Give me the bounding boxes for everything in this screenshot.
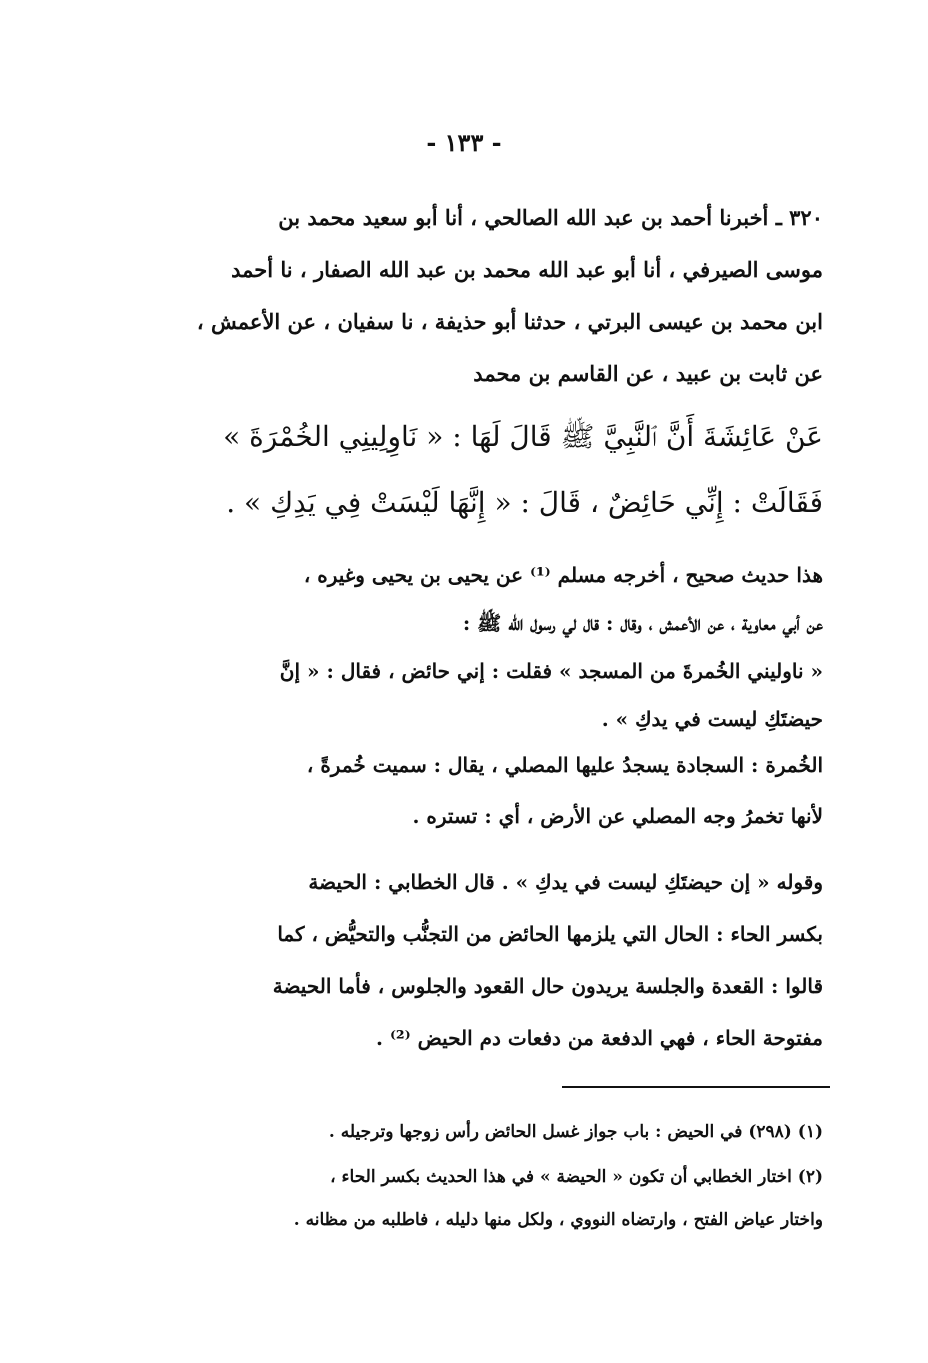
- isnad-chain: [178, 192, 823, 400]
- gloss-line: الخُمرة : السجادة يسجدُ عليها المصلي ، يقال : سميت خُمرةً ،: [306, 753, 823, 777]
- khattabi-line: قالوا : القعدة والجلسة يريدون حال القعود والجلوس ، فأما الحيضة: [272, 974, 823, 998]
- hadith-line: فَقَالَتْ : إِنِّي حَائِضٌ ، قَالَ : « إِنَّهَا لَيْسَتْ فِي يَدِكِ » .: [226, 486, 823, 519]
- commentary-line: « ناوليني الخُمرةَ من المسجد » فقلت : إني حائض ، فقال : « إنَّ: [279, 659, 823, 683]
- commentary-line: حيضتَكِ ليست في يدكِ » .: [601, 707, 823, 731]
- khattabi-line: مفتوحة الحاء ، فهي الدفعة من دفعات دم الحيض ⁽²⁾ .: [376, 1026, 823, 1050]
- commentary-paragraph: [178, 551, 823, 743]
- gloss-paragraph: [178, 740, 823, 842]
- footnote-divider: [562, 1086, 830, 1088]
- khattabi-line: وقوله « إن حيضتَكِ ليست في يدكِ » . قال الخطابي : الحيضة: [308, 870, 823, 894]
- footnote-1: (١) (٢٩٨) في الحيض : باب جواز غسل الحائض رأس زوجها وترجيله .: [328, 1122, 823, 1142]
- footnote-2: (٢) اختار الخطابي أن تكون « الحيضة » في هذا الحديث بكسر الحاء ،: [330, 1167, 823, 1187]
- hadith-line: عَنْ عَائِشَةَ أَنَّ ٱلنَّبِيَّ ﷺ قَالَ لَهَا : « نَاوِلِينِي الخُمْرَةَ »: [223, 420, 823, 453]
- commentary-line: عن أبي معاوية ، عن الأعمش ، وقال : قال لي رسول الله ﷺ :: [462, 611, 823, 635]
- hadith-text: [178, 404, 823, 536]
- commentary-line: هذا حديث صحيح ، أخرجه مسلم ⁽¹⁾ عن يحيى بن يحيى وغيره ،: [303, 563, 823, 587]
- khattabi-line: بكسر الحاء : الحال التي يلزمها الحائض من التجنُّب والتحيُّض ، كما: [277, 922, 823, 946]
- footnote-2-continuation: واختار عياض الفتح ، وارتضاه النووي ، ولكل منها دليله ، فاطلبه من مظانه .: [293, 1210, 823, 1230]
- page-number: - ١٣٣ -: [426, 128, 502, 157]
- footnotes: [178, 1110, 823, 1240]
- gloss-line: لأنها تخمرُ وجه المصلي عن الأرض ، أي : تستره .: [412, 804, 823, 828]
- isnad-line: موسى الصيرفي ، أنا أبو عبد الله محمد بن عبد الله الصفار ، نا أحمد: [231, 257, 823, 282]
- khattabi-paragraph: [178, 856, 823, 1064]
- isnad-line: ٣٢٠ ـ أخبرنا أحمد بن عبد الله الصالحي ، أنا أبو سعيد محمد بن: [278, 205, 823, 230]
- isnad-line: عن ثابت بن عبيد ، عن القاسم بن محمد: [473, 361, 823, 386]
- isnad-line: ابن محمد بن عيسى البرتي ، حدثنا أبو حذيفة ، نا سفيان ، عن الأعمش ،: [196, 309, 823, 334]
